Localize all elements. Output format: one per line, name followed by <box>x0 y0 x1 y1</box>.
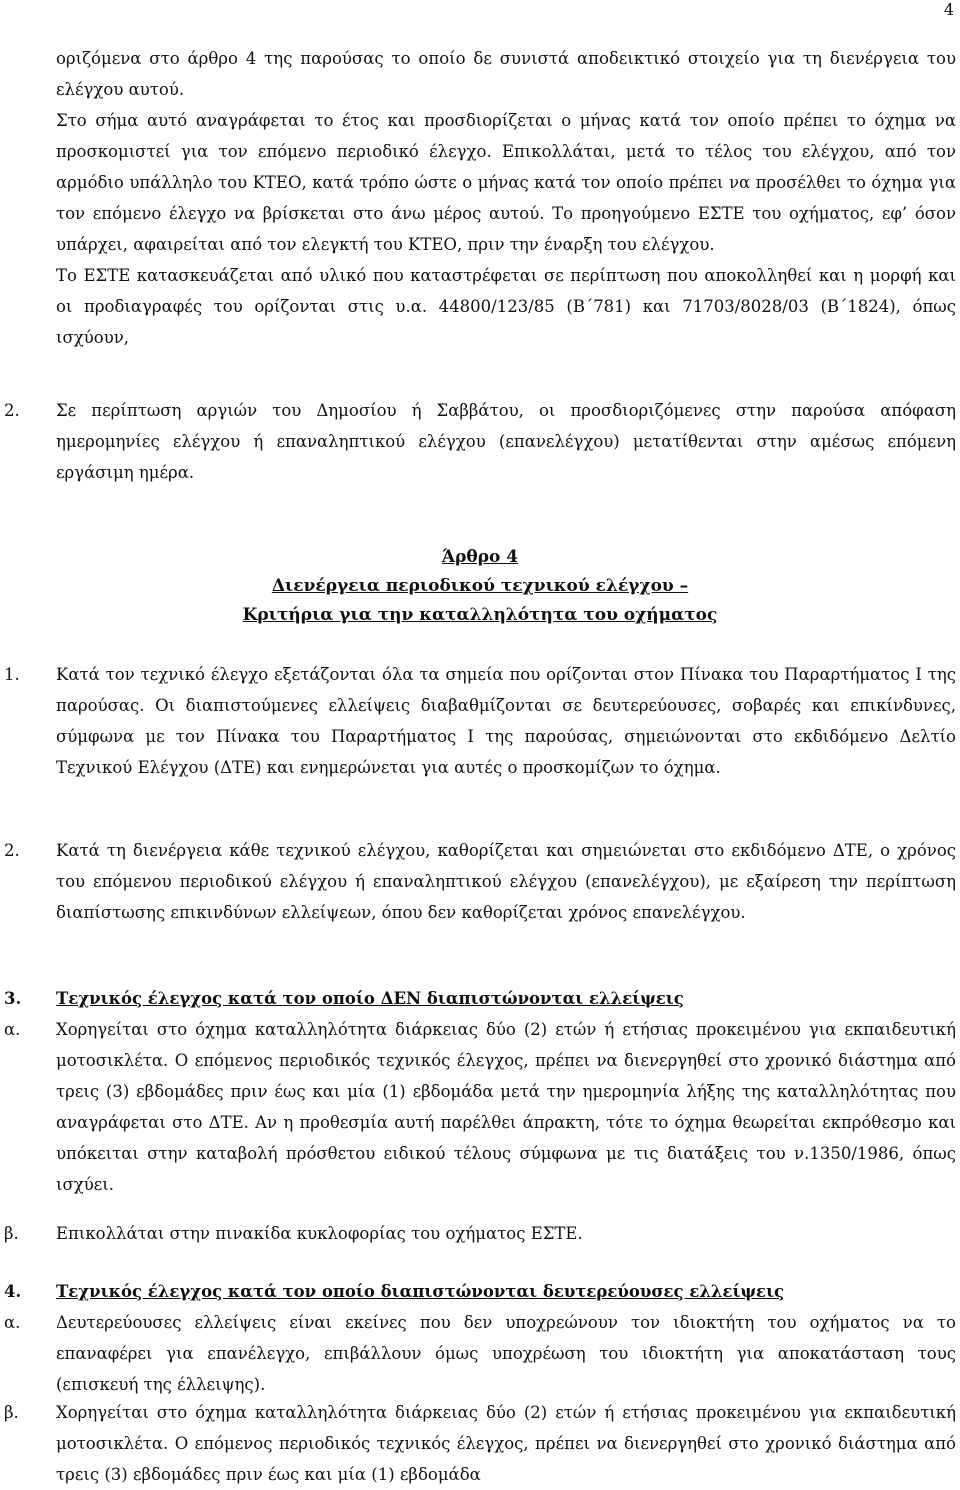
item-number: 2. <box>4 841 20 860</box>
subitem-letter: β. <box>4 1403 19 1422</box>
intro-paragraph-2: Στο σήμα αυτό αναγράφεται το έτος και προσδιορίζεται ο μήνας κατά τον οποίο πρέπει το όχημα να προσκομιστεί για τον επόμενο περιοδικό έλεγχο. Επικολλάται, μετά το τέλος του ελέγχου, από τον αρμόδιο υπάλληλο του ΚΤΕΟ, κατά τρόπο ώστε ο μήνας κατά τον οποίο πρέπει να προσέλθει το όχημα για τον επόμενο έλεγχο να βρίσκεται στο άνω μέρος αυτού. Το προηγούμενο ΕΣΤΕ του οχήματος, εφ’ όσον υπάρχει, αφαιρείται από τον ελεγκτή του ΚΤΕΟ, πριν την έναρξη του ελέγχου. <box>56 111 956 254</box>
page-number: 4 <box>943 0 954 19</box>
section-4-heading <box>4 1276 956 1307</box>
article-item-2 <box>4 835 956 928</box>
section-number: 4. <box>4 1282 22 1301</box>
intro-paragraph-3: Το ΕΣΤΕ κατασκευάζεται από υλικό που καταστρέφεται σε περίπτωση που αποκολληθεί και η μορφή και οι προδιαγραφές του ορίζονται στις υ.α. 44800/123/85 (Β΄781) και 71703/8028/03 (Β΄1824), όπως ισχύουν, <box>56 266 956 347</box>
subitem-text: Δευτερεύουσες ελλείψεις είναι εκείνες που δεν υποχρεώνουν τον ιδιοκτήτη του οχήματος να το επαναφέρει για επανέλεγχο, επιβάλλουν όμως υποχρέωση του ιδιοκτήτη για αποκατάσταση τους (επισκευή της έλλειψης). <box>56 1313 956 1394</box>
section-3-item-b <box>4 1218 956 1249</box>
article-heading <box>0 543 960 630</box>
previous-article-item-2 <box>4 395 956 488</box>
intro-block <box>56 43 956 353</box>
subitem-letter: α. <box>4 1313 21 1332</box>
subitem-letter: α. <box>4 1020 21 1039</box>
item-text: Κατά τη διενέργεια κάθε τεχνικού ελέγχου, καθορίζεται και σημειώνεται στο εκδιδόμενο ΔΤΕ, ο χρόνος του επόμενου περιοδικού ελέγχου ή επαναληπτικού ελέγχου (επανελέγχου), με εξαίρεση την περίπτωση διαπίστωσης επικινδύνων ελλείψεων, όπου δεν καθορίζεται χρόνος επανελέγχου. <box>56 841 956 922</box>
intro-paragraph-1: οριζόμενα στο άρθρο 4 της παρούσας το οποίο δε συνιστά αποδεικτικό στοιχείο για τη διενέργεια του ελέγχου αυτού. <box>56 49 956 99</box>
subitem-text: Χορηγείται στο όχημα καταλληλότητα διάρκειας δύο (2) ετών ή ετήσιας προκειμένου για εκπαιδευτική μοτοσικλέτα. Ο επόμενος περιοδικός τεχνικός έλεγχος, πρέπει να διενεργηθεί στο χρονικό διάστημα από τρεις (3) εβδομάδες πριν έως και μία (1) εβδομάδα μετά την ημερομηνία λήξης της καταλληλότητας που αναγράφεται στο ΔΤΕ. Αν η προθεσμία αυτή παρέλθει άπρακτη, τότε το όχημα θεωρείται εκπρόθεσμο και υπόκειται στην καταβολή πρόσθετου ειδικού τέλους σύμφωνα με τις διατάξεις του ν.1350/1986, όπως ισχύει. <box>56 1020 956 1194</box>
subitem-letter: β. <box>4 1224 19 1243</box>
section-heading-text: Τεχνικός έλεγχος κατά τον οποίο διαπιστώνονται δευτερεύουσες ελλείψεις <box>56 1282 785 1301</box>
section-heading-text: Τεχνικός έλεγχος κατά τον οποίο ΔΕΝ διαπιστώνονται ελλείψεις <box>56 989 684 1008</box>
article-item-1 <box>4 659 956 783</box>
section-3-heading <box>4 983 956 1014</box>
section-3-item-a <box>4 1014 956 1200</box>
subitem-text: Χορηγείται στο όχημα καταλληλότητα διάρκειας δύο (2) ετών ή ετήσιας προκειμένου για εκπαιδευτική μοτοσικλέτα. Ο επόμενος περιοδικός τεχνικός έλεγχος, πρέπει να διενεργηθεί στο χρονικό διάστημα από τρεις (3) εβδομάδες πριν έως και μία (1) εβδομάδα <box>56 1403 956 1484</box>
article-subtitle-2: Κριτήρια για την καταλληλότητα του οχήματος <box>242 605 718 625</box>
article-subtitle-1: Διενέργεια περιοδικού τεχνικού ελέγχου – <box>271 576 689 596</box>
item-number: 2. <box>4 401 20 420</box>
section-4-item-a <box>4 1307 956 1400</box>
item-text: Κατά τον τεχνικό έλεγχο εξετάζονται όλα τα σημεία που ορίζονται στον Πίνακα του Παραρτήματος Ι της παρούσας. Οι διαπιστούμενες ελλείψεις διαβαθμίζονται σε δευτερεύουσες, σοβαρές και επικίνδυνες, σύμφωνα με τον Πίνακα του Παραρτήματος Ι της παρούσας, σημειώνονται στο εκδιδόμενο Δελτίο Τεχνικού Ελέγχου (ΔΤΕ) και ενημερώνεται για αυτές ο προσκομίζων το όχημα. <box>56 665 956 777</box>
article-title: Άρθρο 4 <box>441 547 519 567</box>
section-4-item-b <box>4 1397 956 1490</box>
item-text: Σε περίπτωση αργιών του Δημοσίου ή Σαββάτου, οι προσδιοριζόμενες στην παρούσα απόφαση ημερομηνίες ελέγχου ή επαναληπτικού ελέγχου (επανελέγχου) μετατίθενται στην αμέσως επόμενη εργάσιμη ημέρα. <box>56 401 956 482</box>
item-number: 1. <box>4 665 20 684</box>
subitem-text: Επικολλάται στην πινακίδα κυκλοφορίας του οχήματος ΕΣΤΕ. <box>56 1224 583 1243</box>
section-number: 3. <box>4 989 22 1008</box>
